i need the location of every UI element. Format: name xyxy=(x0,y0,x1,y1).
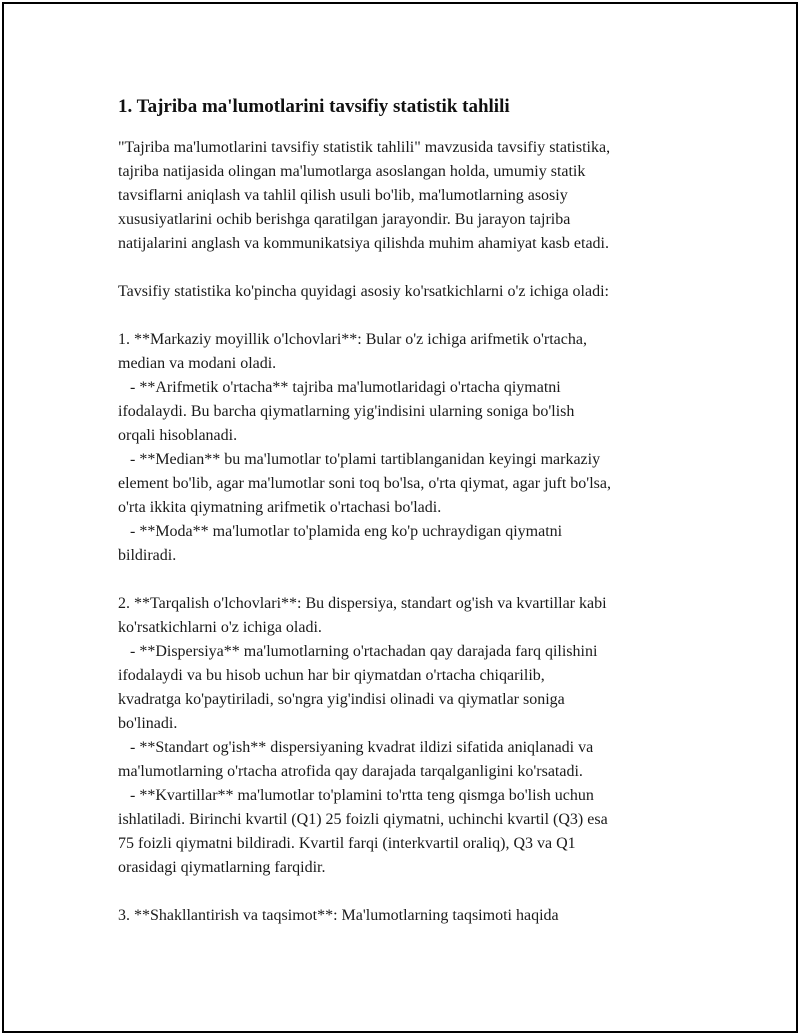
paragraph xyxy=(118,904,718,928)
paragraph xyxy=(118,328,718,568)
text-line: tavsiflarni aniqlash va tahlil qilish usuli bo'lib, ma'lumotlarning asosiy xyxy=(118,187,568,204)
document-title: 1. Tajriba ma'lumotlarini tavsifiy statistik tahlili xyxy=(118,96,510,117)
text-line: - **Median** bu ma'lumotlar to'plami tartiblanganidan keyingi markaziy xyxy=(118,451,601,468)
text-line: 75 foizli qiymatni bildiradi. Kvartil farqi (interkvartil oraliq), Q3 va Q1 xyxy=(118,835,576,852)
text-line: 2. **Tarqalish o'lchovlari**: Bu dispersiya, standart og'ish va kvartillar kabi xyxy=(118,595,607,612)
text-line: ifodalaydi va bu hisob uchun har bir qiymatdan o'rtacha chiqarilib, xyxy=(118,667,545,684)
paragraph xyxy=(118,280,718,304)
text-line: - **Arifmetik o'rtacha** tajriba ma'lumotlaridagi o'rtacha qiymatni xyxy=(118,379,561,396)
text-line: orqali hisoblanadi. xyxy=(118,427,238,444)
text-line: kvadratga ko'paytiriladi, so'ngra yig'indisi olinadi va qiymatlar soniga xyxy=(118,691,565,708)
text-line: Tavsifiy statistika ko'pincha quyidagi asosiy ko'rsatkichlarni o'z ichiga oladi: xyxy=(118,283,609,300)
text-line: bildiradi. xyxy=(118,547,177,564)
text-line: natijalarini anglash va kommunikatsiya qilishda muhim ahamiyat kasb etadi. xyxy=(118,235,609,252)
paragraph xyxy=(118,592,718,880)
text-line: ko'rsatkichlarni o'z ichiga oladi. xyxy=(118,619,322,636)
text-line: element bo'lib, agar ma'lumotlar soni toq bo'lsa, o'rta qiymat, agar juft bo'lsa, xyxy=(118,475,611,492)
text-line: orasidagi qiymatlarning farqidir. xyxy=(118,859,326,876)
text-line: tajriba natijasida olingan ma'lumotlarga asoslangan holda, umumiy statik xyxy=(118,163,586,180)
text-line: "Tajriba ma'lumotlarini tavsifiy statistik tahlili" mavzusida tavsifiy statistika, xyxy=(118,139,611,156)
text-line: - **Standart og'ish** dispersiyaning kvadrat ildizi sifatida aniqlanadi va xyxy=(118,739,594,756)
text-line: 1. **Markaziy moyillik o'lchovlari**: Bular o'z ichiga arifmetik o'rtacha, xyxy=(118,331,587,348)
text-line: - **Dispersiya** ma'lumotlarning o'rtachadan qay darajada farq qilishini xyxy=(118,643,598,660)
paragraph-spacer xyxy=(118,880,718,904)
text-line: ifodalaydi. Bu barcha qiymatlarning yig'indisini ularning soniga bo'lish xyxy=(118,403,575,420)
text-line: median va modani oladi. xyxy=(118,355,277,372)
text-line: o'rta ikkita qiymatning arifmetik o'rtachasi bo'ladi. xyxy=(118,499,442,516)
paragraph-spacer xyxy=(118,256,718,280)
text-line: xususiyatlarini ochib berishga qaratilgan jarayondir. Bu jarayon tajriba xyxy=(118,211,571,228)
paragraph-container xyxy=(118,136,718,928)
paragraph-spacer xyxy=(118,568,718,592)
text-line: ma'lumotlarning o'rtacha atrofida qay darajada tarqalganligini ko'rsatadi. xyxy=(118,763,583,780)
paragraph-spacer xyxy=(118,304,718,328)
text-line: - **Kvartillar** ma'lumotlar to'plamini to'rtta teng qismga bo'lish uchun xyxy=(118,787,594,804)
text-line: ishlatiladi. Birinchi kvartil (Q1) 25 foizli qiymatni, uchinchi kvartil (Q3) esa xyxy=(118,811,608,828)
document-body xyxy=(118,94,718,928)
paragraph xyxy=(118,136,718,256)
text-line: - **Moda** ma'lumotlar to'plamida eng ko'p uchraydigan qiymatni xyxy=(118,523,563,540)
text-line: bo'linadi. xyxy=(118,715,178,732)
text-line: 3. **Shakllantirish va taqsimot**: Ma'lumotlarning taqsimoti haqida xyxy=(118,907,559,924)
